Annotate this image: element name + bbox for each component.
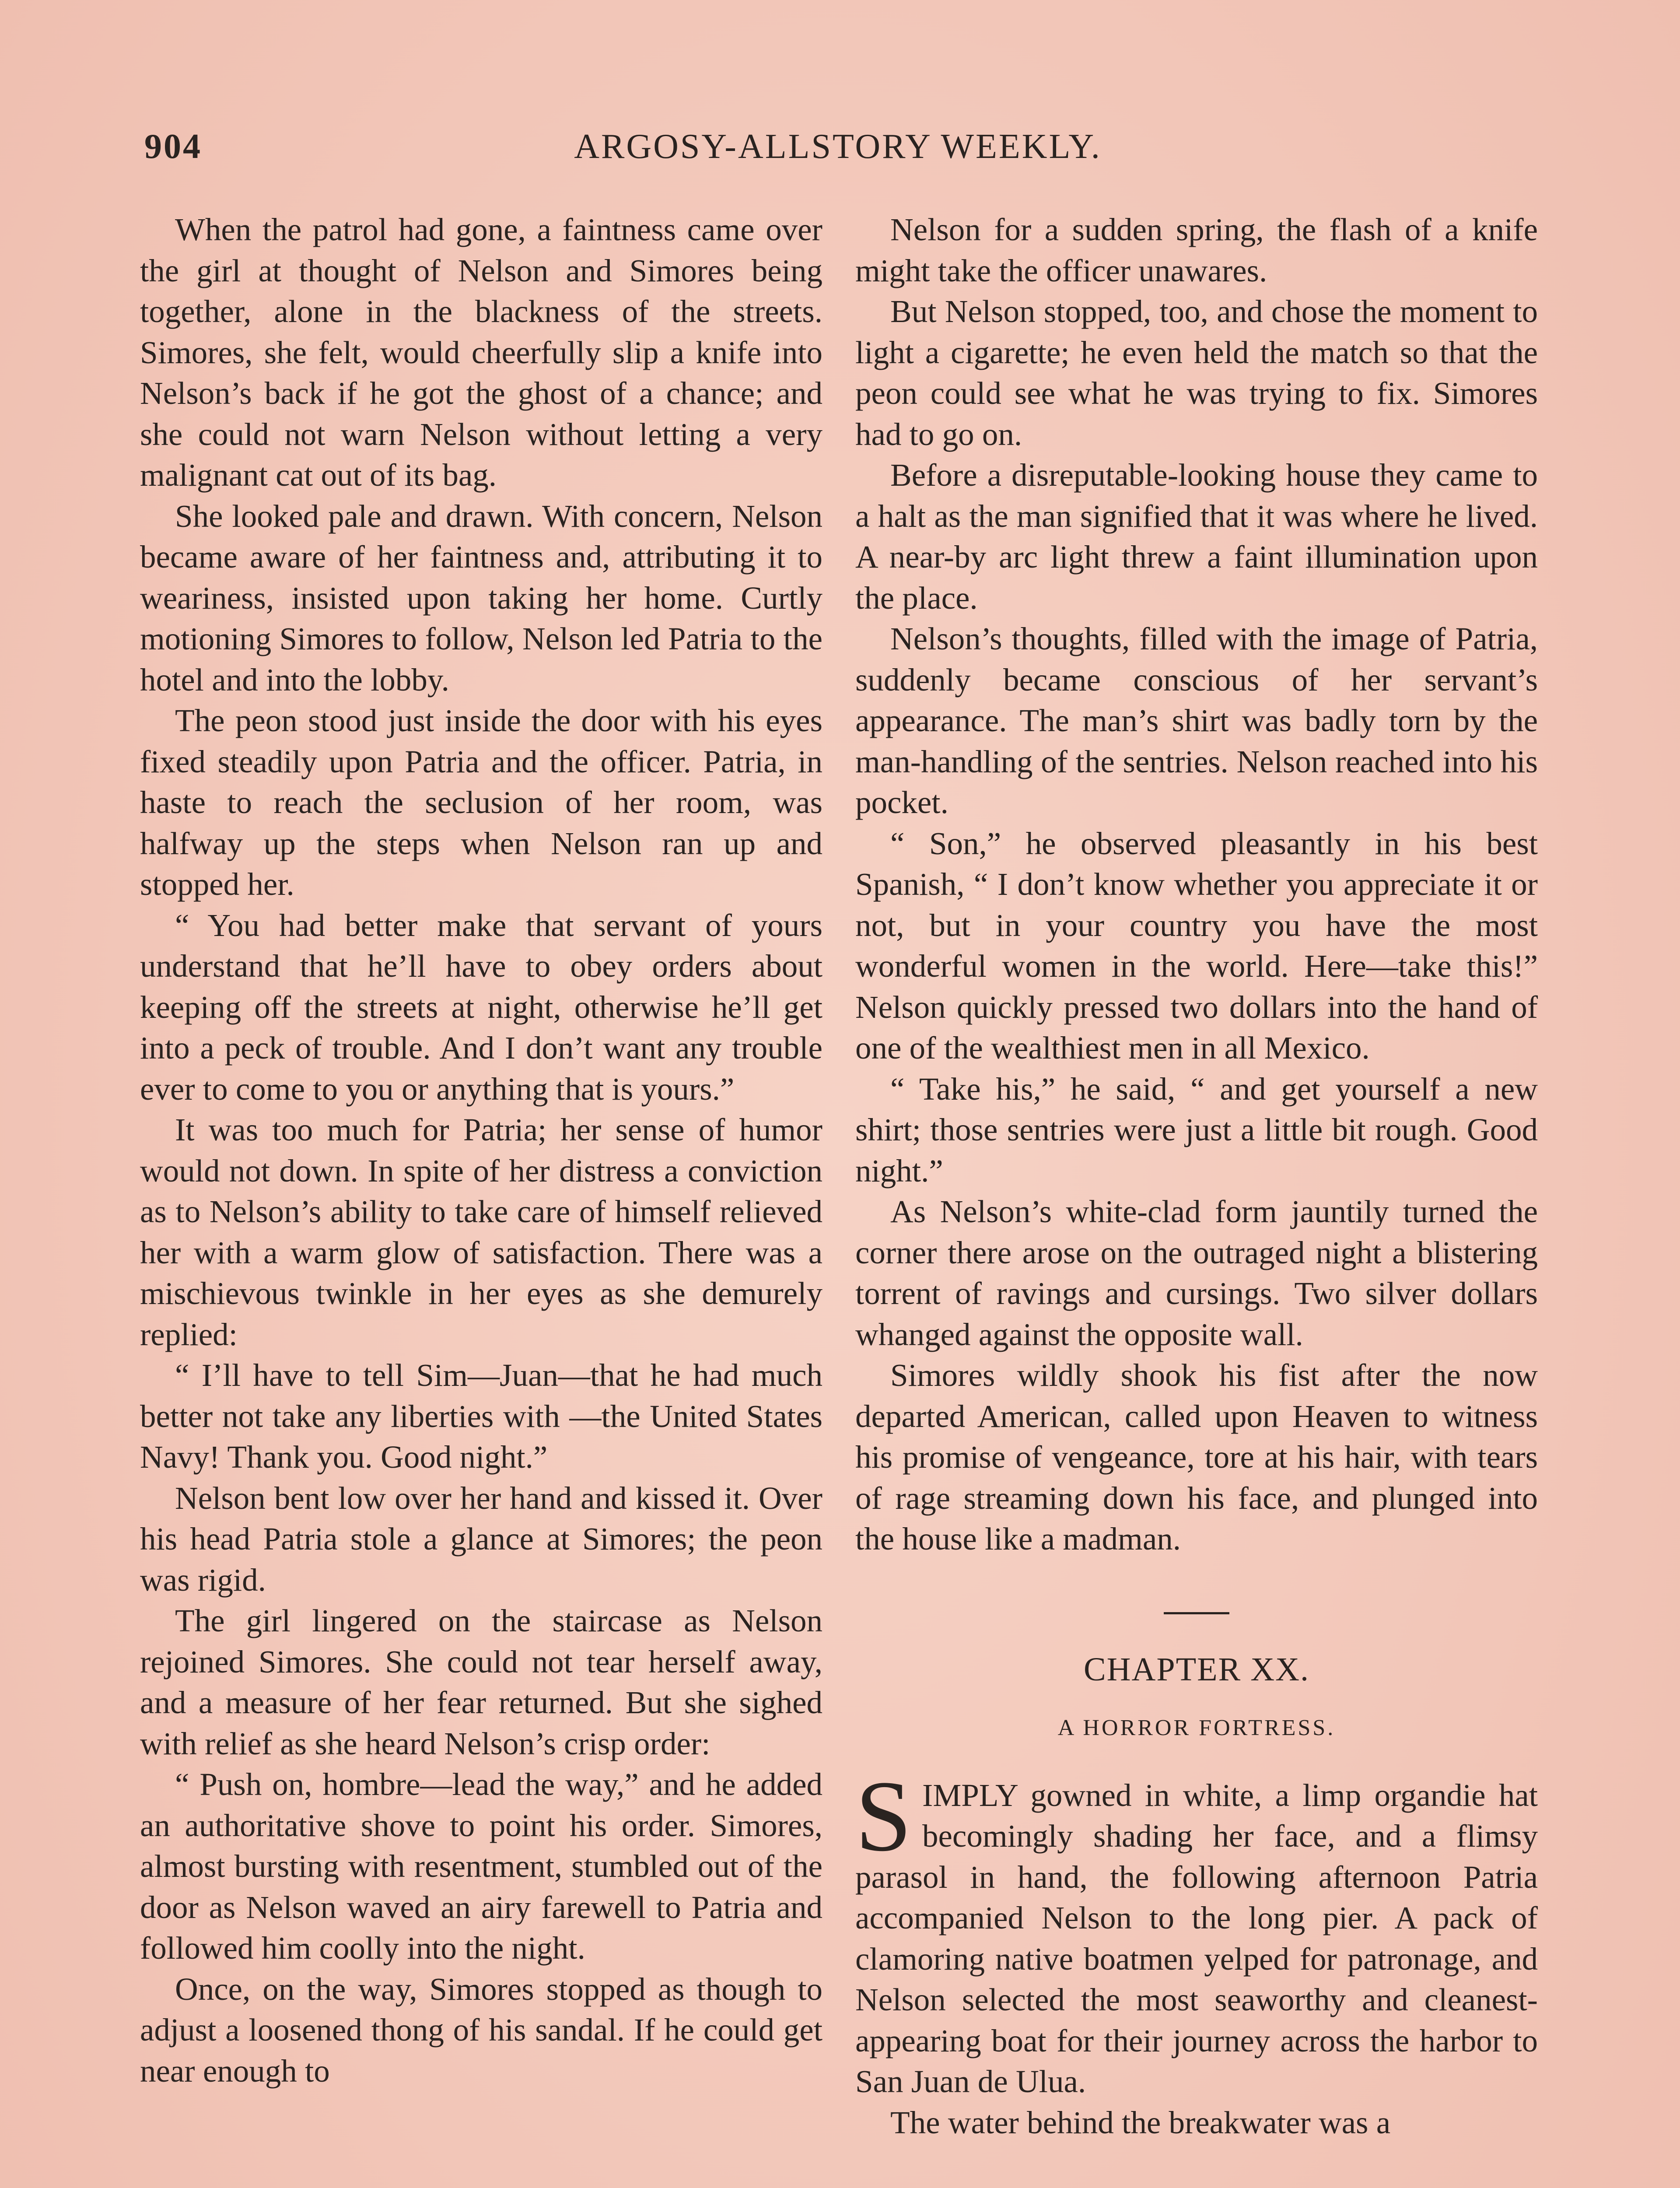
paragraph: Once, on the way, Simores stopped as though to adjust a loosened thong of his sandal. If he could get near enough to [140, 1971, 822, 2089]
chapter-opening-paragraph [855, 1760, 1538, 2102]
left-column [140, 209, 822, 2091]
paragraph: Nelson bent low over her hand and kissed it. Over his head Patria stole a glance at Simores; the peon was rigid. [140, 1480, 822, 1598]
paragraph: The water behind the breakwater was a [890, 2104, 1391, 2140]
paragraph: When the patrol had gone, a faintness came over the girl at thought of Nelson and Simores being together, alone in the blackness of the streets. Simores, she felt, would cheerfully slip a knife into Nelson’s back if he got the ghost of a chance; and she could not warn Nelson without letting a very malignant cat out of its bag. [140, 212, 822, 493]
paragraph: Before a disreputable-looking house they came to a halt as the man signified that it was where he lived. A near-by arc light threw a faint illumination upon the place. [855, 457, 1538, 616]
paragraph: It was too much for Patria; her sense of humor would not down. In spite of her distress a conviction as to Nelson’s ability to take care of himself relieved her with a warm glow of satisfaction. There was a mischievous twinkle in her eyes as she demurely replied: [140, 1112, 822, 1352]
chapter-opening-text: IMPLY gowned in white, a limp organdie hat becomingly shading her face, and a flimsy parasol in hand, the following afternoon Patria accompanied Nelson to the long pier. A pack of clamoring native boatmen yelped for patronage, and Nelson selected the most seaworthy and cleanest-appearing boat for their journey across the harbor to San Juan de Ulua. [855, 1777, 1538, 2099]
paragraph: “ I’ll have to tell Sim—Juan—that he had much better not take any liberties with —the United States Navy! Thank you. Good night.” [140, 1357, 822, 1475]
right-column [855, 209, 1538, 2143]
paragraph: As Nelson’s white-clad form jauntily turned the corner there arose on the outraged night a blistering torrent of ravings and cursings. Two silver dollars whanged against the opposite wall. [855, 1194, 1538, 1352]
paragraph: The peon stood just inside the door with his eyes fixed steadily upon Patria and the officer. Patria, in haste to reach the seclusion of her room, was halfway up the steps when Nelson ran up and stopped her. [140, 703, 822, 902]
page-number: 904 [144, 127, 202, 166]
section-divider [1164, 1612, 1229, 1614]
paragraph: “ Son,” he observed pleasantly in his best Spanish, “ I don’t know whether you appreciate it or not, but in your country you have the most wonderful women in the world. Here—take this!” Nelson quickly pressed two dollars into the hand of one of the wealthiest men in all Mexico. [855, 825, 1538, 1066]
paragraph: But Nelson stopped, too, and chose the moment to light a cigarette; he even held the match so that the peon could see what he was trying to fix. Simores had to go on. [855, 294, 1538, 452]
paragraph: Nelson for a sudden spring, the flash of a knife might take the officer unawares. [855, 212, 1538, 288]
paragraph: Nelson’s thoughts, filled with the image of Patria, suddenly became conscious of her servant’s appearance. The man’s shirt was badly torn by the man-handling of the sentries. Nelson reached into his pocket. [855, 621, 1538, 820]
paragraph: The girl lingered on the staircase as Nelson rejoined Simores. She could not tear herself away, and a measure of her fear returned. But she sighed with relief as she heard Nelson’s crisp order: [140, 1603, 822, 1761]
paragraph: “ Take his,” he said, “ and get yourself a new shirt; those sentries were just a little bit rough. Good night.” [855, 1071, 1538, 1189]
chapter-title: CHAPTER XX. [1083, 1651, 1310, 1688]
paragraph: “ You had better make that servant of yours understand that he’ll have to obey orders about keeping off the streets at night, otherwise he’ll get into a peck of trouble. And I don’t want any trouble ever to come to you or anything that is yours.” [140, 907, 822, 1107]
chapter-subtitle: A HORROR FORTRESS. [1057, 1715, 1336, 1740]
drop-cap: S [855, 1760, 912, 1872]
running-title: ARGOSY-ALLSTORY WEEKLY. [574, 127, 1102, 166]
page-header [144, 127, 1531, 175]
paragraph: “ Push on, hombre—lead the way,” and he added an authoritative shove to point his order. Simores, almost bursting with resentment, stumbled out of the door as Nelson waved an airy farewell to Patria and followed him coolly into the night. [140, 1767, 822, 1966]
paragraph: She looked pale and drawn. With concern, Nelson became aware of her faintness and, attributing it to weariness, insisted upon taking her home. Curtly motioning Simores to follow, Nelson led Patria to the hotel and into the lobby. [140, 498, 822, 698]
paragraph: Simores wildly shook his fist after the now departed American, called upon Heaven to witness his promise of vengeance, tore at his hair, with tears of rage streaming down his face, and plunged into the house like a madman. [855, 1357, 1538, 1557]
